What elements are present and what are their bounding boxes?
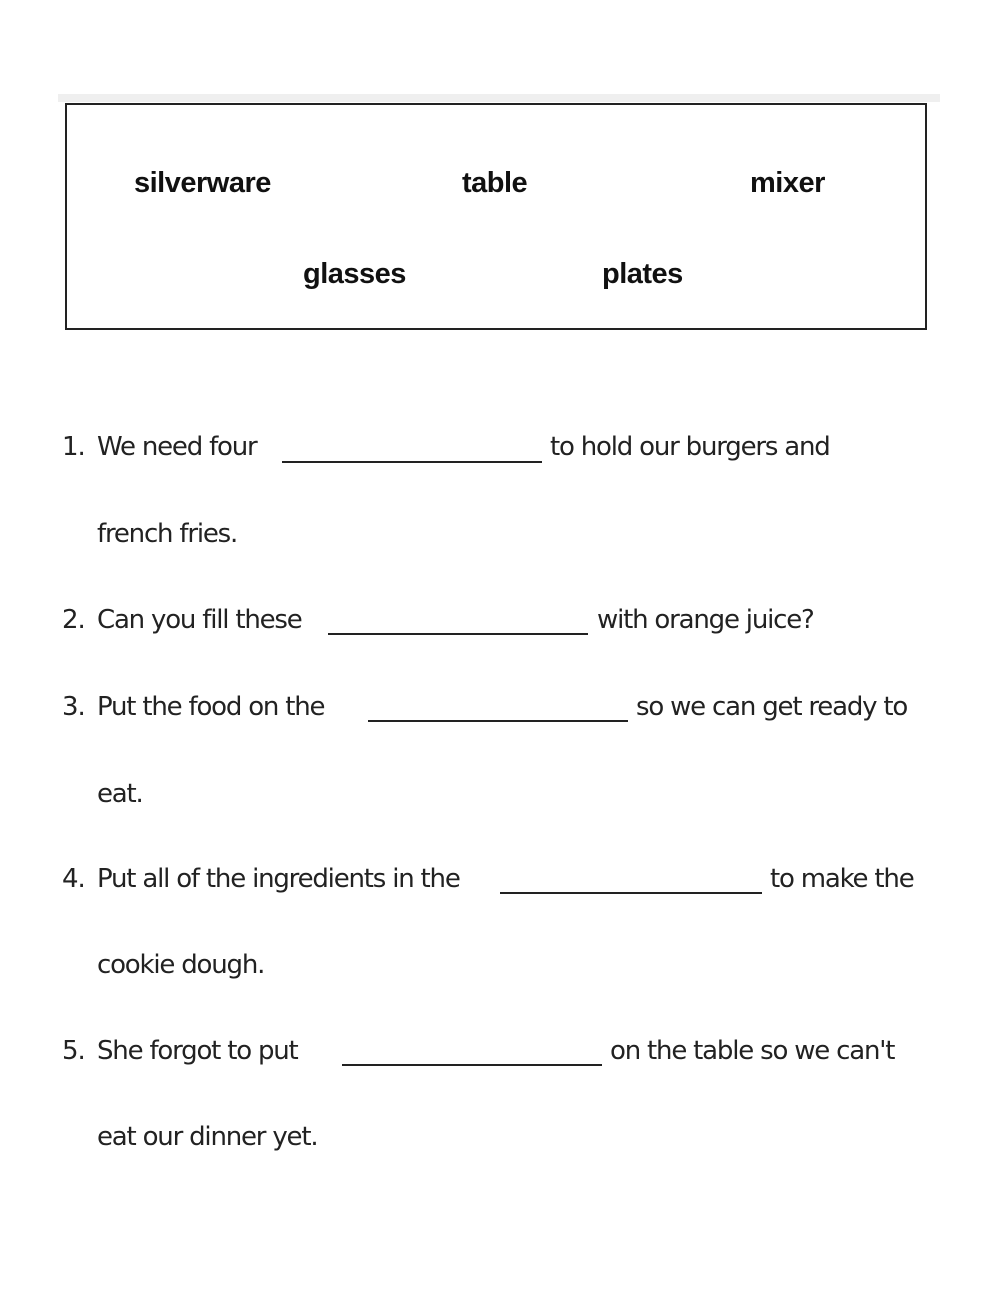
answer-blank[interactable] bbox=[328, 633, 588, 635]
answer-blank[interactable] bbox=[342, 1064, 602, 1066]
question-text-before: Can you fill these bbox=[97, 605, 302, 635]
question-text-before: Put all of the ingredients in the bbox=[97, 864, 460, 894]
question-text-continuation: eat our dinner yet. bbox=[97, 1122, 318, 1152]
question-text-after: on the table so we can't bbox=[610, 1036, 895, 1066]
word-bank-word: silverware bbox=[134, 167, 271, 199]
question-text-continuation: eat. bbox=[97, 779, 143, 809]
question-number: 2. bbox=[62, 605, 85, 635]
question-number: 4. bbox=[62, 864, 85, 894]
question-text-after: to hold our burgers and bbox=[550, 432, 830, 462]
word-bank-word: mixer bbox=[750, 167, 825, 199]
question-text-before: She forgot to put bbox=[97, 1036, 298, 1066]
question-text-continuation: cookie dough. bbox=[97, 950, 265, 980]
answer-blank[interactable] bbox=[500, 892, 762, 894]
question-number: 1. bbox=[62, 432, 85, 462]
word-bank-word: plates bbox=[602, 258, 683, 290]
question-text-before: Put the food on the bbox=[97, 692, 325, 722]
page-top-shade bbox=[58, 94, 940, 102]
question-text-before: We need four bbox=[97, 432, 257, 462]
question-text-after: to make the bbox=[770, 864, 914, 894]
question-text-after: so we can get ready to bbox=[636, 692, 908, 722]
word-bank-box bbox=[65, 103, 927, 330]
question-text-after: with orange juice? bbox=[597, 605, 814, 635]
word-bank-word: table bbox=[462, 167, 528, 199]
answer-blank[interactable] bbox=[282, 461, 542, 463]
question-text-continuation: french fries. bbox=[97, 519, 238, 549]
question-number: 5. bbox=[62, 1036, 85, 1066]
answer-blank[interactable] bbox=[368, 720, 628, 722]
word-bank-word: glasses bbox=[303, 258, 406, 290]
question-number: 3. bbox=[62, 692, 85, 722]
